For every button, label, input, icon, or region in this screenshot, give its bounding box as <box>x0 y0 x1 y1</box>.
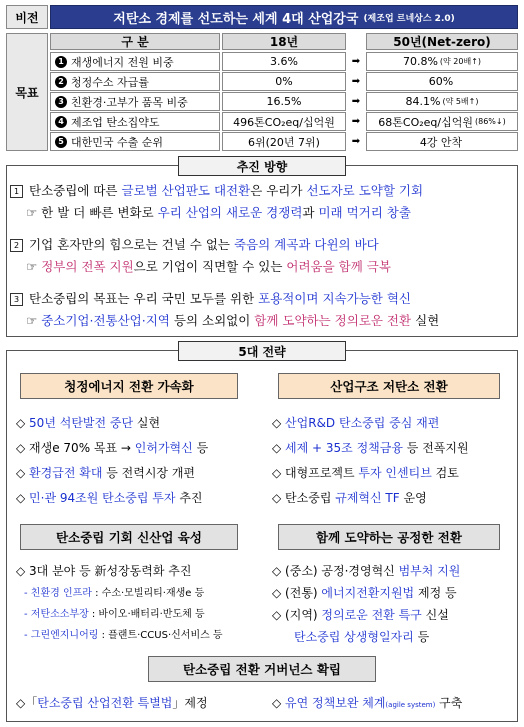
strategy-5-right-item: ◇ 유연 정책보완 체계(agile system) 구축 <box>272 696 463 710</box>
goal-number-5: 5 <box>55 136 67 148</box>
goal-row-5-50: 4강 안착 <box>366 132 518 151</box>
arrow-icon: ➡ <box>351 116 361 127</box>
number-box-3: 3 <box>10 293 23 306</box>
strategy-3-lead: ◇ 3대 분야 등 新성장동력화 추진 <box>16 564 192 578</box>
vision-subtitle: (제조업 르네상스 2.0) <box>363 13 455 24</box>
goal-number-3: 3 <box>55 96 67 108</box>
direction-item-2-line-2: ☞ 정부의 전폭 지원으로 기업이 직면할 수 있는 어려움을 함께 극복 <box>26 259 391 274</box>
direction-item-2-line-1: 2 기업 혼자만의 힘으로는 건널 수 없는 죽음의 계곡과 다윈의 바다 <box>10 235 379 253</box>
strategy-3-subitem-1: - 친환경 인프라 : 수소·모빌리티·재생e 등 <box>24 588 205 599</box>
direction-item-1-line-2: ☞ 한 발 더 빠른 변화로 우리 산업의 새로운 경쟁력과 미래 먹거리 창출 <box>26 205 411 220</box>
goal-row-3-50: 84.1% (약 5배↑) <box>366 92 518 111</box>
goal-row-2-50: 60% <box>366 72 518 91</box>
s1-items-item-3: ◇ 환경급전 확대 등 전력시장 개편 <box>16 466 196 480</box>
goals-header-50: 50년(Net-zero) <box>366 33 518 50</box>
direction-item-3-line-2: ☞ 중소기업·전통산업·지역 등의 소외없이 함께 도약하는 정의로운 전환 실현 <box>26 313 440 328</box>
goals-header-18: 18년 <box>222 33 346 50</box>
number-box-2: 2 <box>10 239 23 252</box>
strategy-3-title: 탄소중립 기회 신산업 육성 <box>20 524 238 550</box>
goal-row-4-name: 4 제조업 탄소집약도 <box>50 112 220 131</box>
goal-row-1-18: 3.6% <box>222 52 346 71</box>
vision-title: 저탄소 경제를 선도하는 세계 4대 산업강국 <box>113 11 359 27</box>
s2-items-item-1: ◇ 산업R&D 탄소중립 중심 재편 <box>272 416 440 430</box>
arrow-icon: ➡ <box>351 56 361 67</box>
s4-items-item-4: 탄소중립 상생형일자리 등 <box>294 630 430 644</box>
s1-items-item-2: ◇ 재생e 70% 목표 → 인허가혁신 등 <box>16 441 209 455</box>
goal-row-2-name: 2 청정수소 자급률 <box>50 72 220 91</box>
strategy-4-title: 함께 도약하는 공정한 전환 <box>278 524 500 550</box>
vision-label: 비전 <box>6 5 48 29</box>
goal-row-3-name: 3 친환경·고부가 품목 비중 <box>50 92 220 111</box>
s1-items-item-1: ◇ 50년 석탄발전 중단 실현 <box>16 416 161 430</box>
s4-items-item-3: ◇ (지역) 정의로운 전환 특구 신설 <box>272 608 449 622</box>
arrow-icon: ➡ <box>351 136 361 147</box>
goal-row-4-18: 496톤CO₂eq/십억원 <box>222 112 346 131</box>
strategies-title: 5대 전략 <box>178 341 346 361</box>
goal-number-4: 4 <box>55 116 67 128</box>
strategy-5-left-item: ◇「탄소중립 산업전환 특별법」제정 <box>16 696 208 710</box>
goal-row-5-name: 5 대한민국 수출 순위 <box>50 132 220 151</box>
goal-row-1-name: 1 재생에너지 전원 비중 <box>50 52 220 71</box>
goal-row-1-50: 70.8% (약 20배↑) <box>366 52 518 71</box>
direction-title: 추진 방향 <box>178 156 346 176</box>
strategy-5-title: 탄소중립 전환 거버넌스 확립 <box>148 656 376 682</box>
strategy-2-title: 산업구조 저탄소 전환 <box>278 373 500 399</box>
arrow-icon: ➡ <box>351 76 361 87</box>
goal-number-2: 2 <box>55 76 67 88</box>
goal-row-5-18: 6위(20년 7위) <box>222 132 346 151</box>
direction-item-3-line-1: 3 탄소중립의 목표는 우리 국민 모두를 위한 포용적이며 지속가능한 혁신 <box>10 289 411 307</box>
direction-item-1-line-1: 1 탄소중립에 따른 글로벌 산업판도 대전환은 우리가 선도자로 도약할 기회 <box>10 181 423 199</box>
strategy-3-subitem-3: - 그린엔지니어링 : 플랜트·CCUS·신서비스 등 <box>24 630 223 641</box>
goal-row-3-18: 16.5% <box>222 92 346 111</box>
goal-row-4-50: 68톤CO₂eq/십억원 (86%↓) <box>366 112 518 131</box>
s2-items-item-3: ◇ 대형프로젝트 투자 인센티브 검토 <box>272 466 459 480</box>
vision-title-bar <box>50 5 518 29</box>
arrow-icon: ➡ <box>351 96 361 107</box>
s4-items-item-2: ◇ (전통) 에너지전환지원법 제정 등 <box>272 586 457 600</box>
strategy-3-subitem-2: - 저탄소소부장 : 바이오·배터리·반도체 등 <box>24 609 205 620</box>
goals-label: 목표 <box>6 33 48 151</box>
strategy-1-title: 청정에너지 전환 가속화 <box>20 373 238 399</box>
number-box-1: 1 <box>10 185 23 198</box>
goal-number-1: 1 <box>55 56 67 68</box>
s2-items-item-2: ◇ 세제 + 35조 정책금융 등 전폭지원 <box>272 441 469 455</box>
goal-row-2-18: 0% <box>222 72 346 91</box>
goals-header-category: 구 분 <box>50 33 220 50</box>
s4-items-item-1: ◇ (중소) 공정·경영혁신 범부처 지원 <box>272 564 461 578</box>
s2-items-item-4: ◇ 탄소중립 규제혁신 TF 운영 <box>272 491 427 505</box>
s1-items-item-4: ◇ 민·관 94조원 탄소중립 투자 추진 <box>16 491 203 505</box>
